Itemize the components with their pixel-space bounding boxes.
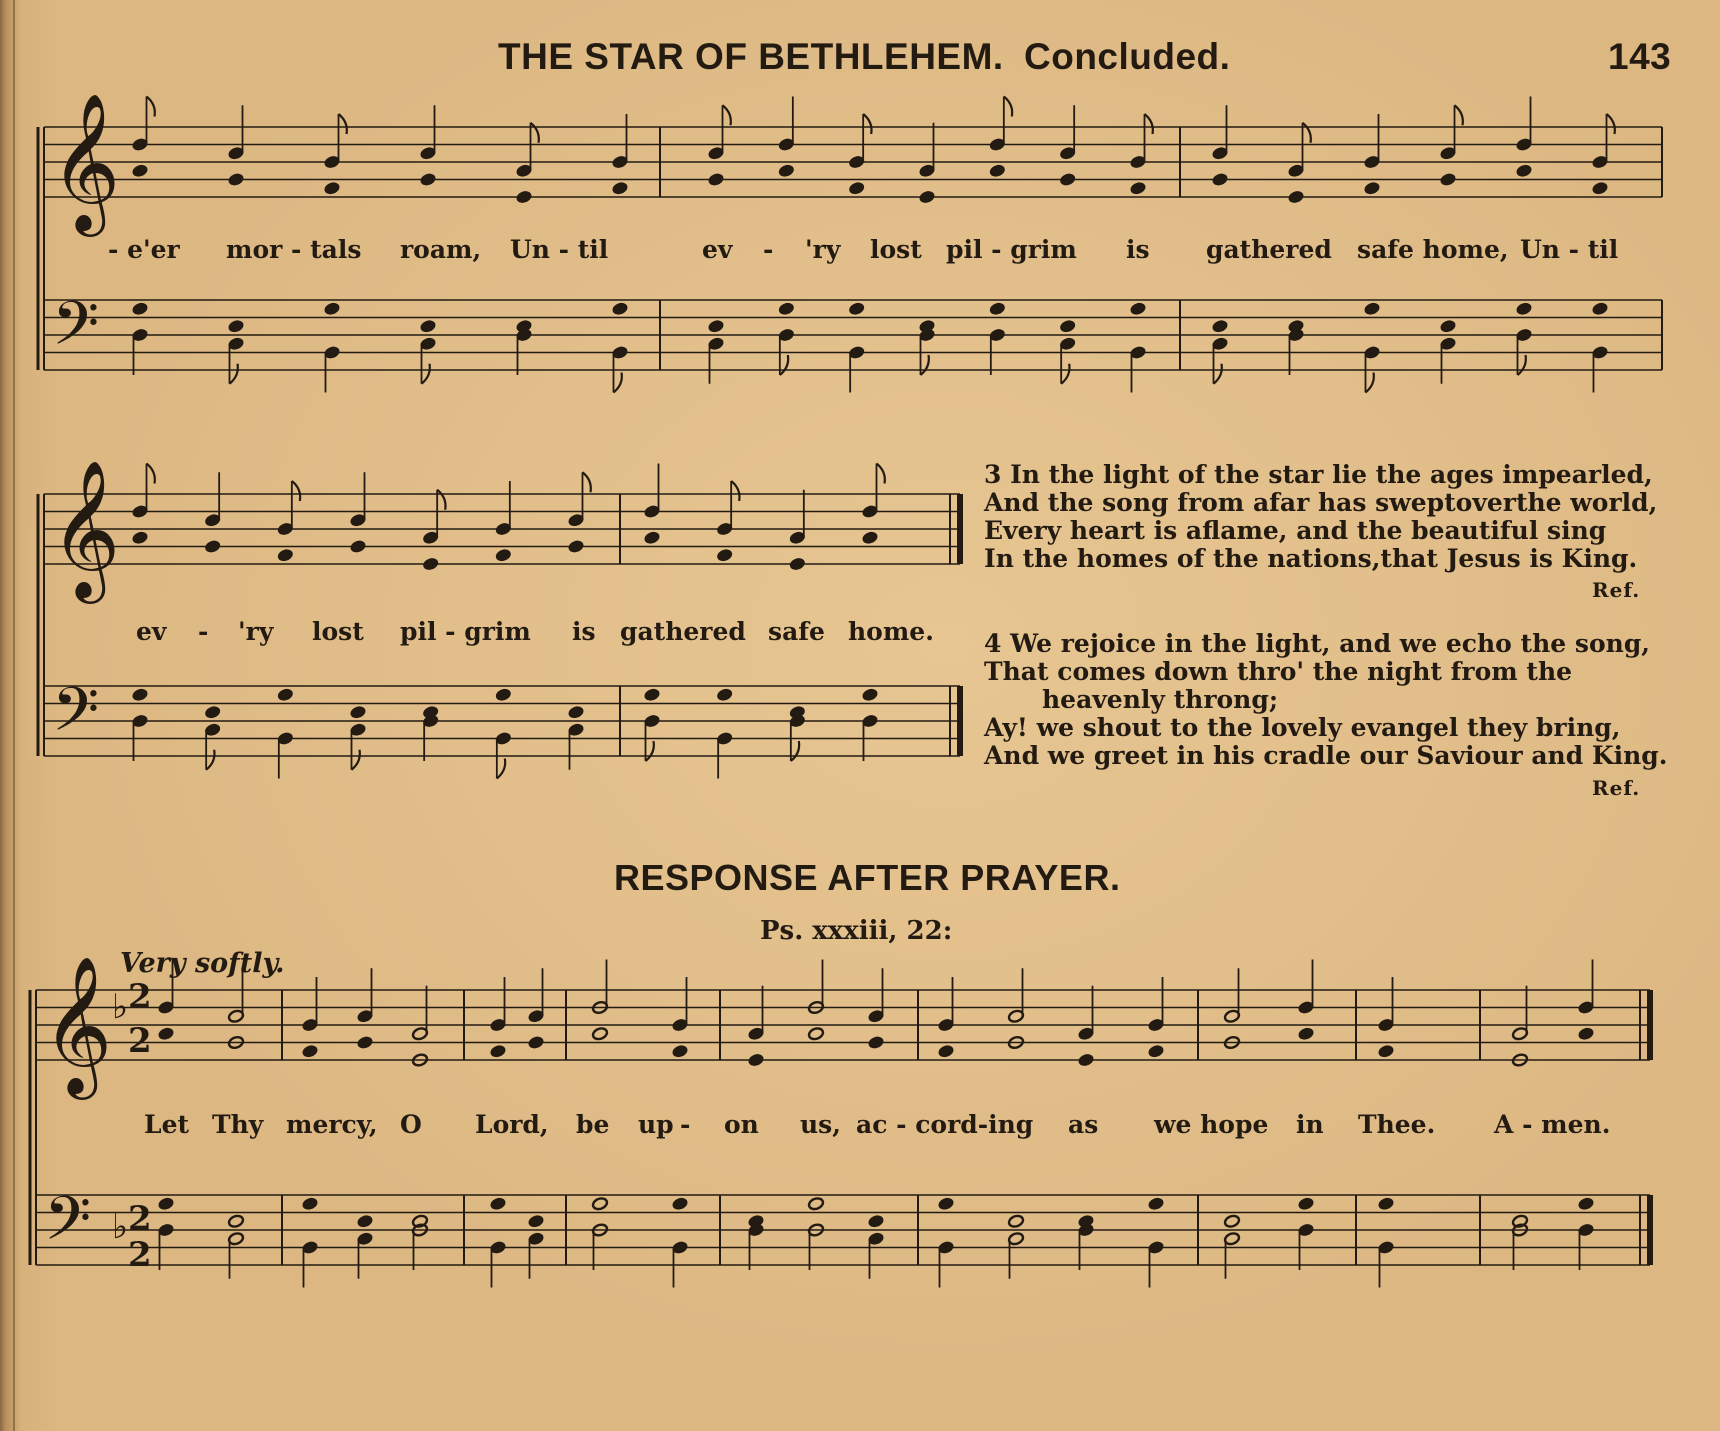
lyric-word: be — [576, 1110, 610, 1139]
note-head — [1078, 1053, 1095, 1067]
treble-clef: 𝄞 — [50, 460, 121, 599]
time-signature-numerator: 2 — [128, 1199, 152, 1239]
note-head — [1440, 319, 1457, 333]
note-flag — [646, 741, 654, 761]
lyric-word: on — [724, 1110, 759, 1139]
lyric-word: pil - grim — [400, 617, 531, 646]
note-head — [708, 319, 725, 333]
lyric-word: ac - cord-ing — [856, 1110, 1034, 1139]
lyric-word: Let — [144, 1110, 190, 1139]
note-flag — [497, 759, 505, 779]
note-head — [1378, 1044, 1395, 1058]
note-head — [357, 1035, 374, 1049]
note-head — [1592, 302, 1609, 316]
note-head — [612, 302, 629, 316]
note-head — [528, 1035, 545, 1049]
note-flag — [1214, 364, 1222, 384]
lyric-word: us, — [800, 1110, 841, 1139]
note-head — [716, 688, 733, 702]
song-title: THE STAR OF BETHLEHEM. — [498, 36, 1004, 77]
note-head — [1440, 172, 1457, 186]
note-head — [1516, 164, 1533, 178]
note-head — [490, 1197, 507, 1211]
verse-line: In the homes of the nations,that Jesus is King. — [984, 544, 1638, 573]
note-head — [848, 181, 865, 195]
note-flag — [791, 741, 799, 761]
note-flag — [206, 750, 214, 770]
flat-sign: ♭ — [112, 1207, 129, 1247]
note-head — [919, 190, 936, 204]
note-head — [490, 1044, 507, 1058]
note-head — [324, 302, 341, 316]
note-head — [1059, 319, 1076, 333]
note-head — [228, 319, 245, 333]
note-head — [848, 302, 865, 316]
note-head — [748, 1053, 765, 1067]
bass-clef: 𝄢 — [52, 675, 100, 760]
lyric-word: O — [400, 1110, 422, 1139]
note-flag — [292, 481, 300, 501]
lyric-word: we hope — [1154, 1110, 1269, 1139]
note-flag — [230, 364, 238, 384]
note-head — [516, 190, 533, 204]
lyric-word: roam, — [400, 235, 482, 264]
lyric-word: mor - tals — [226, 235, 362, 264]
note-flag — [1518, 355, 1526, 375]
note-head — [808, 1027, 825, 1041]
note-head — [1516, 302, 1533, 316]
lyric-word: Lord, — [475, 1110, 549, 1139]
note-flag — [1004, 97, 1012, 117]
note-head — [1364, 181, 1381, 195]
note-head — [708, 172, 725, 186]
note-flag — [723, 105, 731, 125]
lyric-word: pil - grim — [946, 235, 1077, 264]
note-head — [938, 1197, 955, 1211]
note-head — [568, 705, 585, 719]
note-head — [644, 688, 661, 702]
note-head — [1298, 1027, 1315, 1041]
lyric-word: 'ry — [238, 617, 274, 646]
note-head — [277, 548, 294, 562]
tempo-marking: Very softly. — [120, 948, 285, 979]
note-head — [158, 1197, 175, 1211]
lyric-word: 'ry — [805, 235, 841, 264]
note-head — [592, 1027, 609, 1041]
note-head — [938, 1044, 955, 1058]
treble-clef: 𝄞 — [50, 93, 121, 232]
note-flag — [1366, 373, 1374, 393]
lyric-word: ev — [702, 235, 733, 264]
time-signature-numerator: 2 — [128, 977, 152, 1017]
note-head — [528, 1214, 545, 1228]
note-flag — [339, 114, 347, 134]
note-head — [132, 302, 149, 316]
note-head — [132, 164, 149, 178]
note-flag — [877, 464, 885, 484]
note-head — [1148, 1197, 1165, 1211]
note-head — [422, 557, 439, 571]
note-head — [989, 302, 1006, 316]
lyric-word: Un - til — [1520, 235, 1619, 264]
note-head — [1578, 1197, 1595, 1211]
refrain-marker: Ref. — [1592, 578, 1641, 602]
note-head — [302, 1197, 319, 1211]
verse-line: And the song from afar has sweptoverthe world, — [984, 488, 1658, 517]
verse-line: Every heart is aflame, and the beautiful sing — [984, 516, 1607, 545]
lyric-word: Thee. — [1358, 1110, 1436, 1139]
verse-line: That comes down thro' the night from the — [984, 657, 1573, 686]
note-head — [672, 1197, 689, 1211]
time-signature-denominator: 2 — [128, 1021, 152, 1061]
note-head — [204, 539, 221, 553]
lyric-word: in — [1296, 1110, 1324, 1139]
note-head — [644, 531, 661, 545]
note-flag — [147, 464, 155, 484]
note-head — [592, 1197, 609, 1211]
lyric-word: mercy, — [286, 1110, 378, 1139]
scripture-reference: Ps. xxxiii, 22: — [760, 916, 953, 946]
note-head — [1298, 1197, 1315, 1211]
lyric-word: safe home, — [1357, 235, 1509, 264]
note-flag — [1145, 114, 1153, 134]
note-head — [1148, 1044, 1165, 1058]
lyric-word: A - men. — [1494, 1110, 1611, 1139]
lyric-word: up — [638, 1110, 674, 1139]
note-head — [277, 688, 294, 702]
note-flag — [1607, 114, 1615, 134]
note-head — [204, 705, 221, 719]
note-head — [1212, 319, 1229, 333]
lyric-word: safe — [768, 617, 825, 646]
song-subtitle: Concluded. — [1024, 36, 1231, 77]
note-head — [228, 1214, 245, 1228]
lyric-word: - — [763, 235, 774, 264]
note-head — [350, 539, 367, 553]
lyric-word: is — [572, 617, 596, 646]
note-head — [350, 705, 367, 719]
note-head — [568, 539, 585, 553]
note-head — [862, 688, 879, 702]
page-number: 143 — [1608, 36, 1672, 77]
note-head — [808, 1197, 825, 1211]
note-head — [862, 531, 879, 545]
note-flag — [583, 472, 591, 492]
note-flag — [437, 490, 445, 510]
response-title: RESPONSE AFTER PRAYER. — [614, 857, 1121, 898]
note-head — [1364, 302, 1381, 316]
note-head — [1130, 181, 1147, 195]
lyric-word: gathered — [1206, 235, 1332, 264]
note-flag — [1455, 105, 1463, 125]
note-head — [132, 531, 149, 545]
refrain-marker: Ref. — [1592, 776, 1641, 800]
note-head — [495, 688, 512, 702]
note-flag — [352, 750, 360, 770]
note-head — [612, 181, 629, 195]
lyric-word: - e'er — [108, 235, 180, 264]
lyric-word: as — [1068, 1110, 1099, 1139]
verse-line: And we greet in his cradle our Saviour and King. — [984, 741, 1668, 770]
note-head — [420, 319, 437, 333]
lyric-word: lost — [312, 617, 364, 646]
note-flag — [1303, 123, 1311, 143]
bass-clef: 𝄢 — [52, 289, 100, 374]
note-head — [789, 557, 806, 571]
bass-clef: 𝄢 — [44, 1184, 92, 1269]
note-head — [868, 1035, 885, 1049]
note-head — [778, 164, 795, 178]
lyric-word: Thy — [212, 1110, 264, 1139]
note-flag — [921, 355, 929, 375]
note-head — [324, 181, 341, 195]
note-head — [672, 1044, 689, 1058]
note-flag — [731, 481, 739, 501]
flat-sign: ♭ — [112, 987, 129, 1027]
note-head — [420, 172, 437, 186]
note-flag — [1061, 364, 1069, 384]
lyric-word: is — [1126, 235, 1150, 264]
note-head — [716, 548, 733, 562]
verse-line: 4 We rejoice in the light, and we echo the song, — [984, 629, 1651, 658]
note-head — [1288, 190, 1305, 204]
lyric-word: ev — [136, 617, 167, 646]
verse-line: 3 In the light of the star lie the ages impearled, — [984, 460, 1653, 489]
note-head — [1224, 1214, 1241, 1228]
note-head — [1378, 1197, 1395, 1211]
time-signature-denominator: 2 — [128, 1235, 152, 1275]
verse-line: Ay! we shout to the lovely evangel they bring, — [984, 713, 1621, 742]
note-head — [1059, 172, 1076, 186]
note-head — [495, 548, 512, 562]
note-head — [1578, 1027, 1595, 1041]
lyric-word: lost — [870, 235, 922, 264]
note-flag — [531, 123, 539, 143]
lyric-word: gathered — [620, 617, 746, 646]
note-head — [302, 1044, 319, 1058]
note-head — [158, 1027, 175, 1041]
note-head — [357, 1214, 374, 1228]
note-flag — [147, 97, 155, 117]
note-head — [1130, 302, 1147, 316]
lyric-word: - — [198, 617, 209, 646]
note-head — [868, 1214, 885, 1228]
note-flag — [422, 364, 430, 384]
note-head — [132, 688, 149, 702]
note-head — [1592, 181, 1609, 195]
verse-line: heavenly throng; — [1042, 685, 1279, 714]
note-flag — [863, 114, 871, 134]
note-head — [228, 172, 245, 186]
note-head — [778, 302, 795, 316]
note-flag — [780, 355, 788, 375]
treble-clef: 𝄞 — [42, 956, 113, 1095]
note-head — [989, 164, 1006, 178]
lyric-word: home. — [848, 617, 934, 646]
note-flag — [614, 373, 622, 393]
note-head — [1008, 1214, 1025, 1228]
lyric-word: - — [680, 1110, 691, 1139]
lyric-word: Un - til — [510, 235, 609, 264]
note-head — [1212, 172, 1229, 186]
